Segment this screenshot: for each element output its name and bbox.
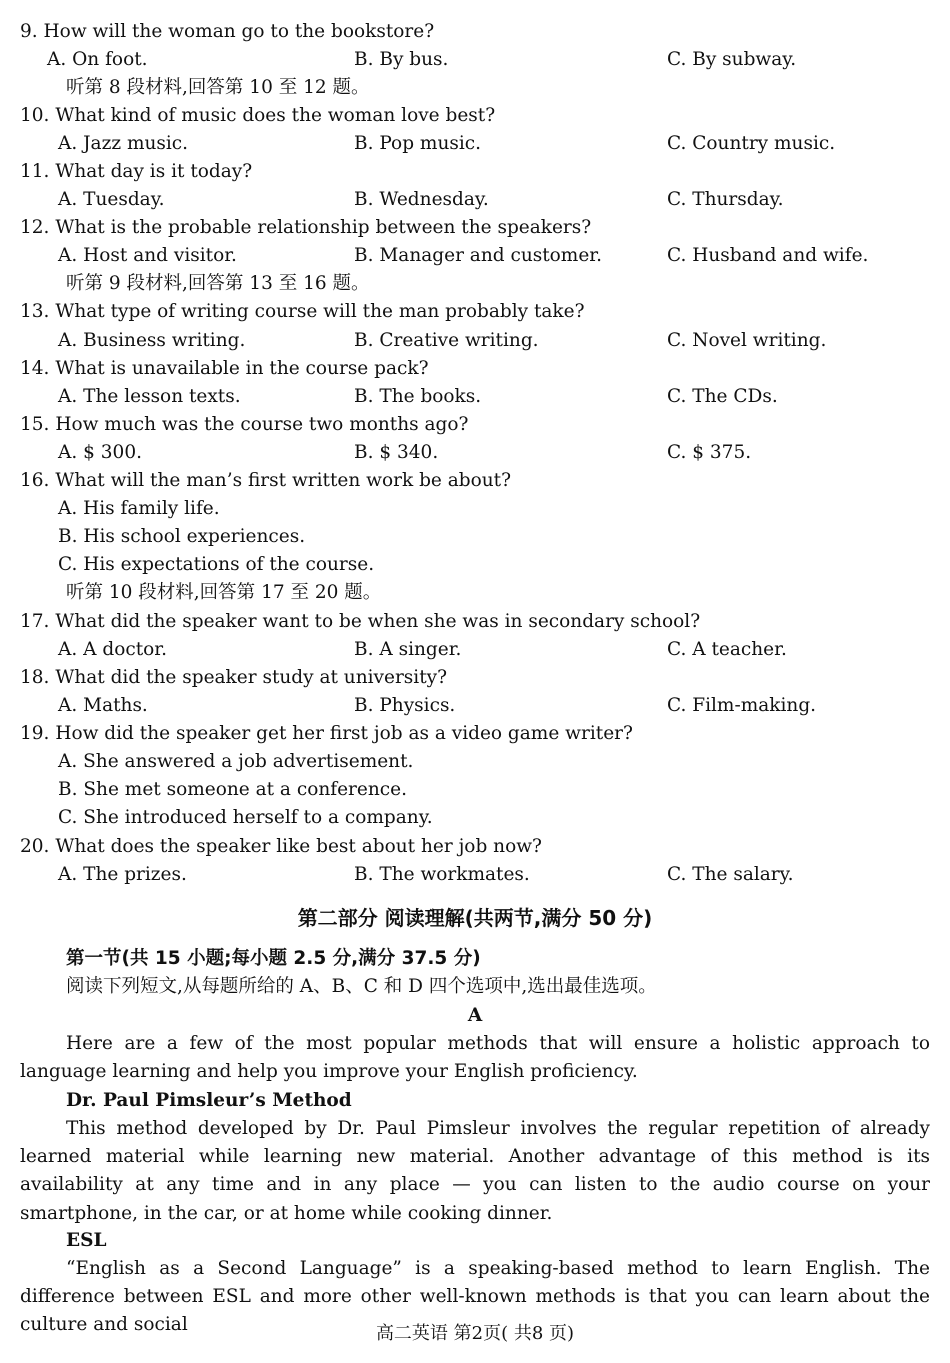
- question-19: [20, 720, 930, 748]
- part2-heading: 第二部分 阅读理解(共两节,满分 50 分): [297, 906, 653, 930]
- options-13: [20, 327, 930, 355]
- option-c: C. The salary.: [667, 864, 794, 885]
- question-number: 9.: [20, 21, 38, 42]
- option-c: C. Novel writing.: [667, 330, 827, 351]
- option-c: C. A teacher.: [667, 639, 787, 660]
- passage-intro: Here are a few of the most popular methods that will ensure a holistic approach to language learning and help you improve your English proficiency.: [20, 1033, 930, 1083]
- instruction-seg9: 听第 9 段材料,回答第 13 至 16 题。: [66, 273, 370, 294]
- options-10: [20, 130, 930, 158]
- option-a: A. The lesson texts.: [58, 386, 241, 407]
- question-number: 16.: [20, 470, 50, 491]
- options-20: [20, 861, 930, 889]
- question-number: 14.: [20, 358, 50, 379]
- question-number: 12.: [20, 217, 50, 238]
- option-b: B. Wednesday.: [354, 189, 489, 210]
- question-13: [20, 298, 930, 326]
- option-c: C. The CDs.: [667, 386, 778, 407]
- instruction-seg10: 听第 10 段材料,回答第 17 至 20 题。: [66, 582, 382, 603]
- question-text: What type of writing course will the man probably take?: [55, 301, 585, 322]
- question-number: 20.: [20, 836, 50, 857]
- option-b: B. Pop music.: [354, 133, 482, 154]
- method2-title: ESL: [66, 1230, 107, 1251]
- question-text: What did the speaker study at university?: [55, 667, 448, 688]
- question-17: [20, 608, 930, 636]
- question-number: 19.: [20, 723, 50, 744]
- option-b: B. Manager and customer.: [354, 245, 602, 266]
- question-text: What kind of music does the woman love best?: [55, 105, 496, 126]
- question-9: [20, 18, 930, 46]
- options-14: [20, 383, 930, 411]
- question-text: What does the speaker like best about her job now?: [55, 836, 542, 857]
- option-a: A. Host and visitor.: [58, 245, 237, 266]
- options-15: [20, 439, 930, 467]
- option-a: A. On foot.: [47, 49, 148, 70]
- question-14: [20, 355, 930, 383]
- option-a: A. His family life.: [58, 498, 220, 519]
- option-b: B. A singer.: [354, 639, 462, 660]
- option-c: C. She introduced herself to a company.: [58, 807, 433, 828]
- option-c: C. By subway.: [667, 49, 797, 70]
- option-b: B. Creative writing.: [354, 330, 539, 351]
- option-a: A. Business writing.: [58, 330, 246, 351]
- question-number: 13.: [20, 301, 50, 322]
- question-number: 17.: [20, 611, 50, 632]
- method2-text: “English as a Second Language” is a speaking-based method to learn English. The difference between ESL and more other well-known methods is that you can learn about the culture and social: [20, 1258, 930, 1336]
- option-c: C. Country music.: [667, 133, 836, 154]
- options-18: [20, 692, 930, 720]
- question-16: [20, 467, 930, 495]
- options-12: [20, 242, 930, 270]
- option-a: A. Tuesday.: [58, 189, 165, 210]
- question-10: [20, 102, 930, 130]
- question-number: 18.: [20, 667, 50, 688]
- instruction-seg8: 听第 8 段材料,回答第 10 至 12 题。: [66, 77, 370, 98]
- question-18: [20, 664, 930, 692]
- option-b: B. She met someone at a conference.: [58, 779, 407, 800]
- question-text: What is unavailable in the course pack?: [55, 358, 429, 379]
- option-b: B. By bus.: [354, 49, 449, 70]
- question-text: How much was the course two months ago?: [55, 414, 469, 435]
- question-number: 11.: [20, 161, 50, 182]
- question-11: [20, 158, 930, 186]
- question-number: 10.: [20, 105, 50, 126]
- page-footer: 高二英语 第2页( 共8 页): [375, 1323, 575, 1344]
- option-c: C. $ 375.: [667, 442, 752, 463]
- option-a: A. Jazz music.: [58, 133, 189, 154]
- options-9: [20, 46, 930, 74]
- passage-label: A: [467, 1005, 483, 1026]
- question-text: How did the speaker get her first job as a video game writer?: [55, 723, 633, 744]
- question-number: 15.: [20, 414, 50, 435]
- question-text: What is the probable relationship between the speakers?: [55, 217, 592, 238]
- option-b: B. $ 340.: [354, 442, 439, 463]
- option-a: A. Maths.: [58, 695, 148, 716]
- option-c: C. Thursday.: [667, 189, 784, 210]
- option-b: B. His school experiences.: [58, 526, 306, 547]
- question-text: How will the woman go to the bookstore?: [43, 21, 435, 42]
- option-a: A. She answered a job advertisement.: [58, 751, 414, 772]
- question-text: What will the man’s first written work be about?: [55, 470, 512, 491]
- question-text: What did the speaker want to be when she was in secondary school?: [55, 611, 701, 632]
- question-15: [20, 411, 930, 439]
- question-text: What day is it today?: [55, 161, 253, 182]
- section1-heading: 第一节(共 15 小题;每小题 2.5 分,满分 37.5 分): [66, 948, 481, 969]
- options-11: [20, 186, 930, 214]
- option-a: A. A doctor.: [58, 639, 167, 660]
- method1-title: Dr. Paul Pimsleur’s Method: [66, 1090, 352, 1111]
- question-12: [20, 214, 930, 242]
- option-a: A. $ 300.: [58, 442, 142, 463]
- option-b: B. Physics.: [354, 695, 456, 716]
- option-b: B. The books.: [354, 386, 482, 407]
- section1-instruction: 阅读下列短文,从每题所给的 A、B、C 和 D 四个选项中,选出最佳选项。: [66, 976, 657, 997]
- option-c: C. Film-making.: [667, 695, 817, 716]
- method1-text: This method developed by Dr. Paul Pimsleur involves the regular repetition of already learned material while learning new material. Another advantage of this method is its availability at any time and in any place — you can listen to the audio course on your smartphone, in the car, or at home while cooking dinner.: [20, 1118, 930, 1224]
- option-b: B. The workmates.: [354, 864, 530, 885]
- option-c: C. His expectations of the course.: [58, 554, 375, 575]
- question-20: [20, 833, 930, 861]
- option-c: C. Husband and wife.: [667, 245, 869, 266]
- option-a: A. The prizes.: [58, 864, 187, 885]
- options-17: [20, 636, 930, 664]
